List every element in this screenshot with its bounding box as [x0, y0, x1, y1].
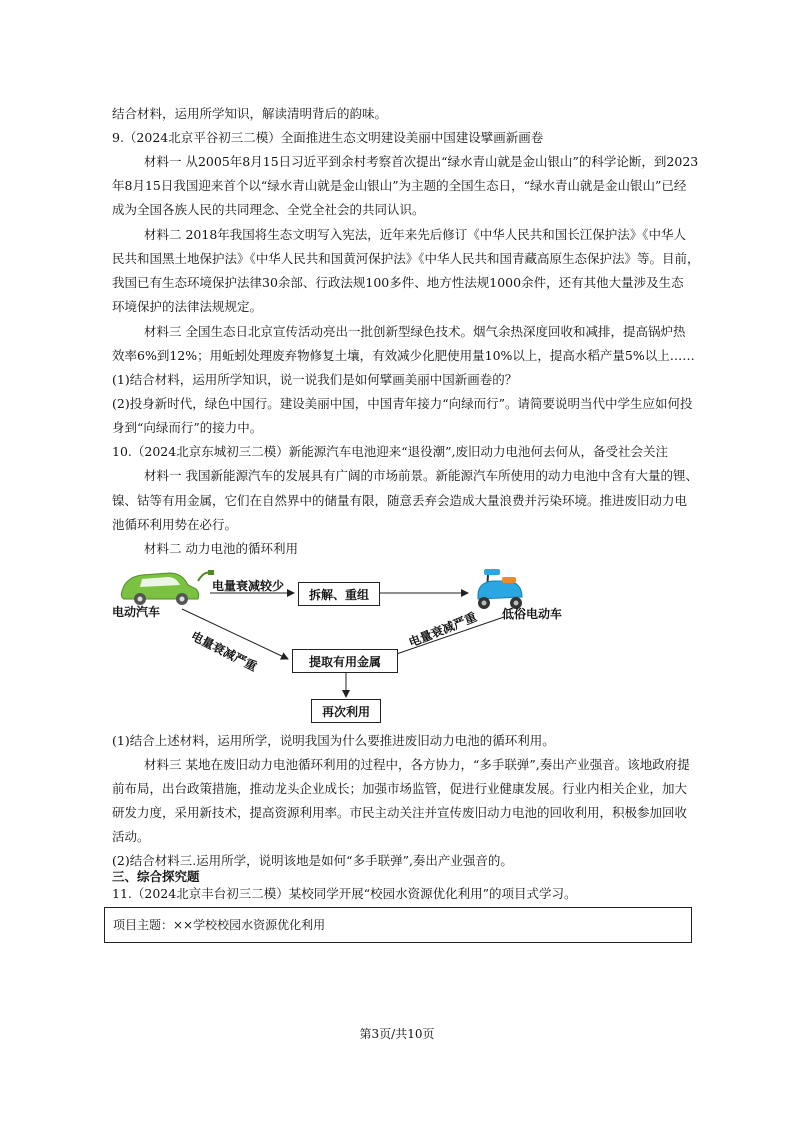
label-arrow-right: 电量衰减严重	[406, 609, 479, 650]
intro-line: 结合材料，运用所学知识，解读清明背后的韵味。	[112, 106, 388, 121]
project-topic-box	[104, 907, 692, 943]
q10-title: 10.（2024北京东城初三二模）新能源汽车电池迎来“退役潮”,废旧动力电池何去何从，备受社会关注	[112, 444, 668, 459]
q10-material2-caption: 材料二 动力电池的循环利用	[144, 541, 298, 556]
q9-material1-line2: 年8月15日我国迎来首个以“绿水青山就是金山银山”为主题的全国生态日，“绿水青山就是金山银山”已经	[112, 178, 687, 193]
q11-title: 11.（2024北京丰台初三二模）某校同学开展“校园水资源优化利用”的项目式学习。	[112, 886, 577, 901]
q10-material1-line1: 材料一 我国新能源汽车的发展具有广阔的市场前景。新能源汽车所使用的动力电池中含有大量的锂、	[144, 468, 698, 483]
q9-material3-line2: 效率6%到12%；用蚯蚓处理废弃物修复土壤，有效减少化肥使用量10%以上，提高水稻产量5%以上……	[112, 348, 695, 363]
q10-question2: (2)结合材料三.运用所学，说明该地是如何“多手联弹”,奏出产业强音的。	[112, 853, 513, 868]
box-reuse: 再次利用	[311, 699, 381, 723]
scooter-icon	[478, 569, 522, 609]
section-heading-3: 三、综合探究题	[112, 869, 200, 884]
q10-material3-line2: 前布局，出台政策措施，推动龙头企业成长；加强市场监管，促进行业健康发展。行业内相关企业，加大	[112, 781, 688, 796]
label-electric-car: 电动汽车	[112, 605, 161, 619]
label-arrow-top: 电量衰减较少	[212, 579, 285, 593]
label-arrow-left: 电量衰减严重	[188, 628, 260, 674]
q9-material1-line1: 材料一 从2005年8月15日习近平到余村考察首次提出“绿水青山就是金山银山”的科学论断，到2023	[144, 154, 699, 169]
q9-material2-line1: 材料二 2018年我国将生态文明写入宪法，近年来先后修订《中华人民共和国长江保护法》《中华人	[144, 227, 687, 242]
q10-material3-line3: 研发力度，采用新技术，提高资源利用率。市民主动关注并宣传废旧动力电池的回收利用，积极参加回收	[112, 805, 688, 820]
q9-question2-line2: 身到“向绿而行”的接力中。	[112, 420, 263, 435]
q10-question1: (1)结合上述材料，运用所学，说明我国为什么要推进废旧动力电池的循环利用。	[112, 733, 555, 748]
box-extract-metals: 提取有用金属	[292, 649, 398, 673]
q9-question1: (1)结合材料，运用所学知识，说一说我们是如何擘画美丽中国新画卷的？	[112, 372, 518, 387]
project-topic-text: 项目主题：××学校校园水资源优化利用	[113, 918, 326, 932]
q9-material2-line2: 民共和国黑土地保护法》《中华人民共和国黄河保护法》《中华人民共和国青藏高原生态保护法》等。目前，	[112, 251, 700, 266]
q9-title: 9.（2024北京平谷初三二模）全面推进生态文明建设美丽中国建设擘画新画卷	[112, 130, 544, 145]
page-footer: 第3页/共10页	[359, 1027, 435, 1041]
q9-material1-line3: 成为全国各族人民的共同理念、全党全社会的共同认识。	[112, 202, 425, 217]
electric-car-icon	[121, 570, 214, 605]
battery-recycling-diagram	[112, 563, 592, 723]
label-scooter: 低俗电动车	[502, 607, 563, 621]
q10-material1-line2: 镍、钴等有用金属，它们在自然界中的储量有限，随意丢弃会造成大量浪费并污染环境。推进废旧动力电	[112, 493, 688, 508]
q9-material3-line1: 材料三 全国生态日北京宣传活动亮出一批创新型绿色技术。烟气余热深度回收和减排，提高锅炉热	[144, 324, 686, 339]
q10-material1-line3: 池循环利用势在必行。	[112, 517, 238, 532]
q10-material3-line1: 材料三 某地在废旧动力电池循环利用的过程中，各方协力，“多手联弹”,奏出产业强音。该地政府提	[144, 757, 690, 772]
box-dismantle-reassemble: 拆解、重组	[298, 582, 380, 606]
q9-question2-line1: (2)投身新时代，绿色中国行。建设美丽中国，中国青年接力“向绿而行”。请简要说明当代中学生应如何投	[112, 396, 693, 411]
q9-material2-line4: 环境保护的法律法规规定。	[112, 299, 263, 314]
q9-material2-line3: 我国已有生态环境保护法律30余部、行政法规100多件、地方性法规1000余件，还有其他大量涉及生态	[112, 275, 684, 290]
q10-material3-line4: 活动。	[112, 829, 150, 844]
